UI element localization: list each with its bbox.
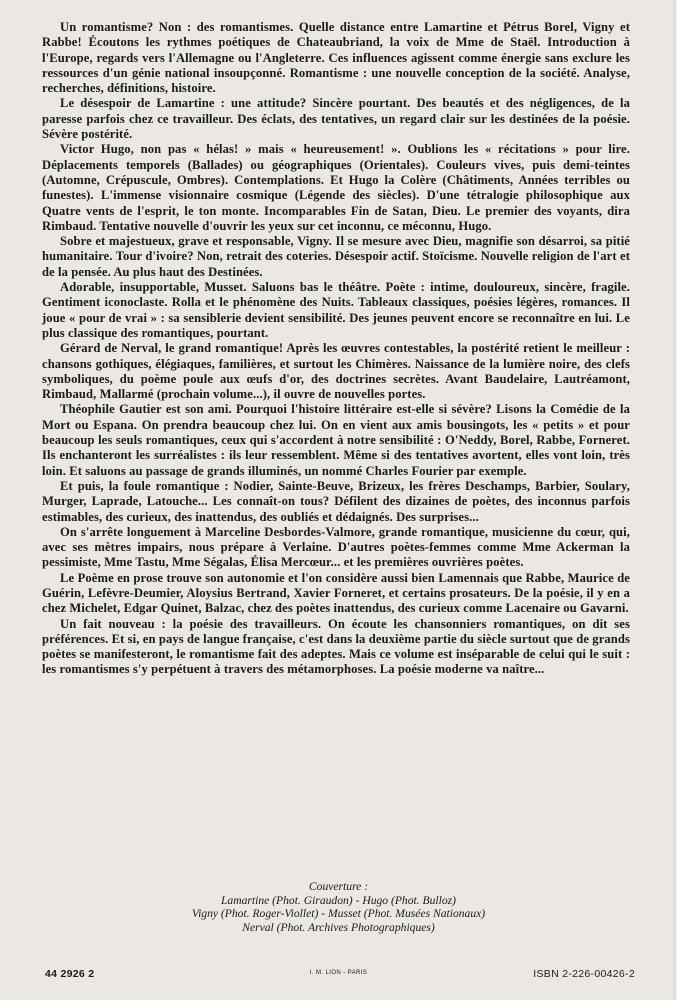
cover-credits [0, 880, 677, 934]
printer-imprint: I. M. LION - PARIS [309, 970, 368, 976]
blurb-text [42, 20, 630, 678]
paragraph-10: Le Poème en prose trouve son autonomie et l'on considère aussi bien Lamennais que Rabbe, Maurice de Guérin, Lefèvre-Deumier, Aloysius Bertrand, Xavier Forneret, et certains prosateurs. De la poésie, il y en a chez Michelet, Edgar Quinet, Balzac, chez des poètes inattendus, des curieux comme Lacenaire ou Gavarni. [42, 570, 630, 616]
isbn: ISBN 2-226-00426-2 [533, 968, 635, 980]
paragraph-6: Gérard de Nerval, le grand romantique! Après les œuvres contestables, la postérité retient le meilleur : chansons gothiques, élégiaques, familières, et surtout les Chimères. Naissance de la lumière noire, des clefs symboliques, du poème poule aux œufs d'or, des doctrines secrètes. Avant Baudelaire, Lautréamont, Rimbaud, Mallarmé (prochain volume...), il ouvre de nouvelles portes. [42, 341, 630, 402]
paragraph-5: Adorable, insupportable, Musset. Saluons bas le théâtre. Poète : intime, douloureux, sincère, fragile. Gentiment iconoclaste. Rolla et le phénomène des Nuits. Tableaux classiques, poésies légères, romances. Il joue « pour de vrai » : sa sensiblerie devient sensibilité. Des jeunes peuvent encore se reconnaître en lui. Le plus classique des romantiques, pourtant. [42, 280, 630, 340]
paragraph-4: Sobre et majestueux, grave et responsable, Vigny. Il se mesure avec Dieu, magnifie son désarroi, sa pitié humanitaire. Tour d'ivoire? Non, retrait des coteries. Désespoir actif. Stoïcisme. Nouvelle religion de l'art et de la pensée. Au plus haut des Destinées. [42, 234, 630, 279]
credits-line-1: Lamartine (Phot. Giraudon) - Hugo (Phot. Bulloz) [220, 893, 457, 907]
paragraph-2: Le désespoir de Lamartine : une attitude? Sincère pourtant. Des beautés et des négligences, de la paresse parfois chez ce travailleur. Des éclats, des tentatives, un regard clair sur les destinées de la poésie. Sévère postérité. [42, 96, 630, 142]
paragraph-1: Un romantisme? Non : des romantismes. Quelle distance entre Lamartine et Pétrus Borel, Vigny et Rabbe! Écoutons les rythmes poétiques de Chateaubriand, la voix de Mme de Staël. Introduction à l'Europe, regards vers l'Allemagne ou l'Angleterre. Ces influences agissent comme énergie sans exclure les ressources d'un génie national insoupçonné. Romantisme : une nouvelle conception de la société. Analyse, recherches, définitions, histoire. [42, 20, 630, 96]
credits-heading: Couverture : [308, 880, 369, 893]
paragraph-3: Victor Hugo, non pas « hélas! » mais « heureusement! ». Oublions les « récitations » pour lire. Déplacements temporels (Ballades) ou géographiques (Orientales). Couleurs vives, puis demi-teintes (Automne, Crépuscule, Ombres). Contemplations. Et Hugo la Colère (Châtiments, Années terribles ou funestes). L'immense visionnaire cosmique (Légende des siècles). D'une tétralogie philosophique aux Quatre vents de l'esprit, le ton monte. Incomparables Fin de Satan, Dieu. Le premier des voyants, dira Rimbaud. Tentative nouvelle d'ouvrir les yeux sur cet inconnu, ce méconnu, Hugo. [42, 142, 630, 233]
credits-line-2: Vigny (Phot. Roger-Viollet) - Musset (Phot. Musées Nationaux) [191, 907, 486, 920]
paragraph-8: Et puis, la foule romantique : Nodier, Sainte-Beuve, Brizeux, les frères Deschamps, Barbier, Soulary, Murger, Laprade, Latouche... Les connaît-on tous? Défilent des dizaines de poètes, des inconnus parfois estimables, des curieux, des inattendus, des oubliés et dédaignés. Des surprises... [42, 478, 630, 524]
catalog-code: 44 2926 2 [45, 968, 95, 980]
paragraph-9: On s'arrête longuement à Marceline Desbordes-Valmore, grande romantique, musicienne du cœur, qui, avec ses mètres impairs, nous prépare à Verlaine. D'autres poètes-femmes comme Mme Ackerman la pessimiste, Mme Tastu, Mme Ségalas, Élisa Mercœur... et les premières ouvrières poètes. [42, 524, 630, 570]
credits-line-3: Nerval (Phot. Archives Photographiques) [242, 920, 435, 934]
paragraph-11: Un fait nouveau : la poésie des travailleurs. On écoute les chansonniers romantiques, on dit ses préférences. Et si, en pays de langue française, c'est dans la deuxième partie du siècle surtout que de grands poètes se manifesteront, le romantisme fait des adeptes. Mais ce volume est inséparable de celui qui le suit : les romantismes s'y perpétuent à travers des métamorphoses. La poésie moderne va naître... [42, 616, 630, 677]
paragraph-7: Théophile Gautier est son ami. Pourquoi l'histoire littéraire est-elle si sévère? Lisons la Comédie de la Mort ou Espana. On prendra beaucoup chez lui. On en vient aux amis bousingots, les « petits » et pour beaucoup les seuls romantiques, ceux qui s'accordent à notre sensibilité : O'Neddy, Borel, Rabbe, Forneret. Ils enchanteront les surréalistes : ils leur ressemblent. Même si des tentatives avortent, elles vont loin, très loin. Et saluons au passage de grands illuminés, un nommé Charles Fourier par exemple. [42, 402, 630, 478]
page-edge [673, 0, 677, 1000]
